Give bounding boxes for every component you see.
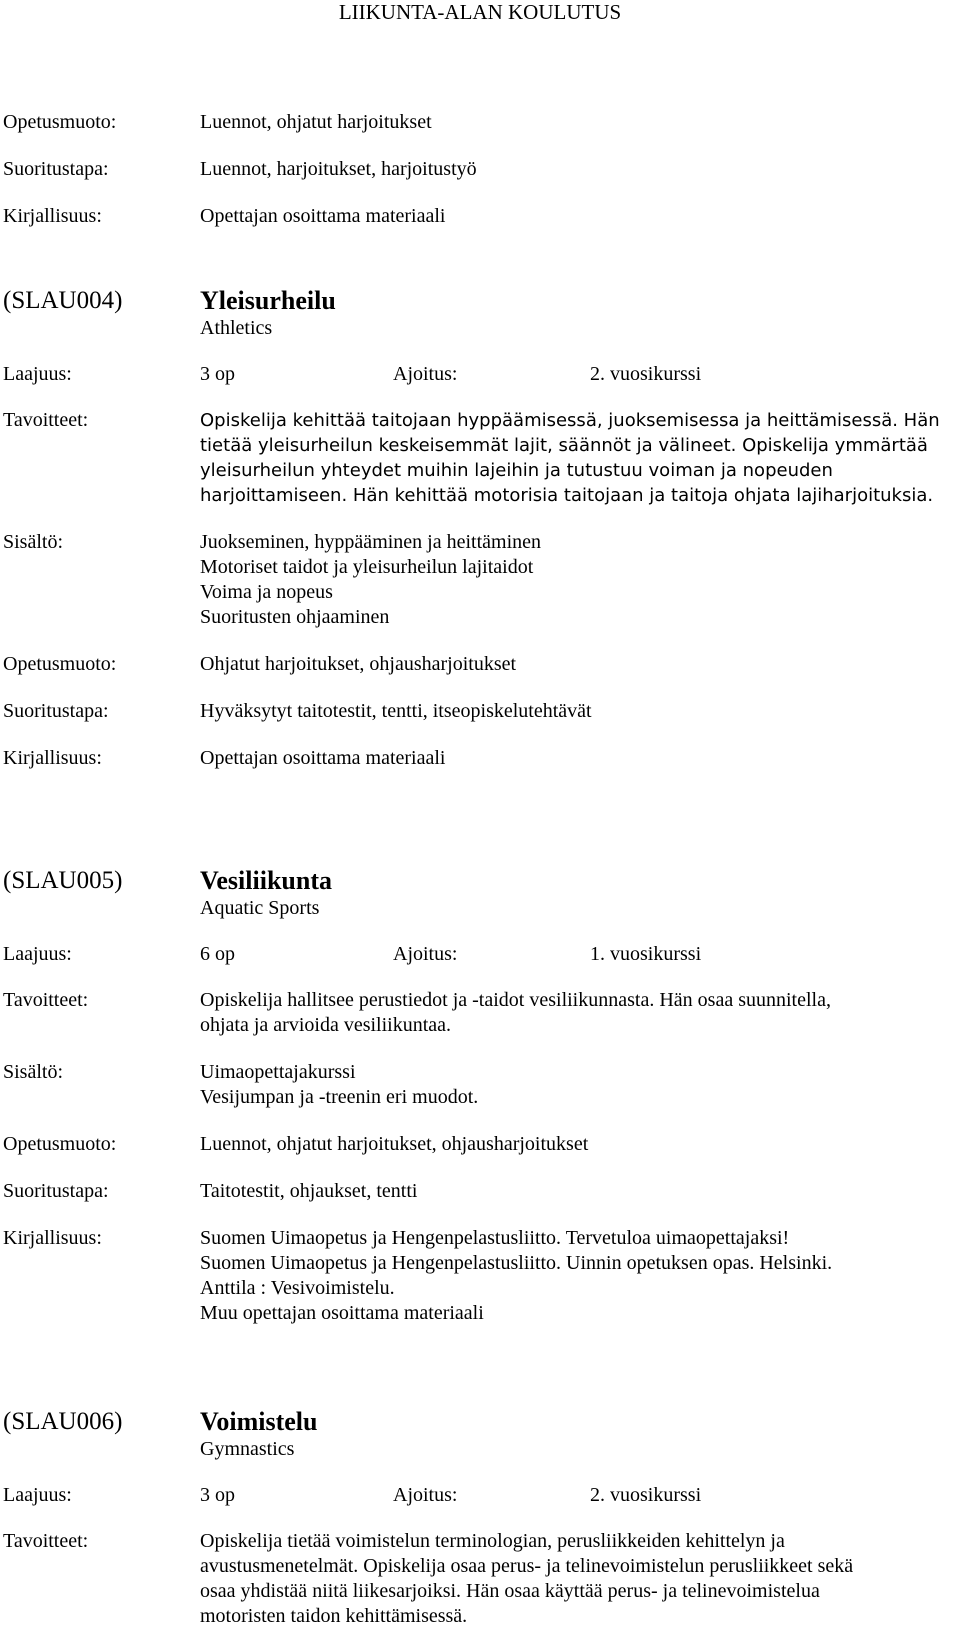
info-row-kirjallisuus — [3, 746, 958, 771]
text-line: Motoriset taidot ja yleisurheilun lajitaidot — [200, 556, 534, 578]
course-block-slau004 — [3, 286, 958, 771]
text-line: osaa yhdistää niitä liikesarjoiksi. Hän osaa käyttää perus- ja telinevoimistelua — [200, 1580, 820, 1602]
field-value: Luennot, harjoitukset, harjoitustyö — [200, 158, 477, 180]
course-code: (SLAU006) — [3, 1408, 123, 1435]
field-label: Opetusmuoto: — [3, 653, 117, 675]
field-label: Suoritustapa: — [3, 158, 109, 180]
info-row-suoritustapa — [3, 157, 958, 204]
text-line: Muu opettajan osoittama materiaali — [200, 1302, 484, 1324]
text-line: Uimaopettajakurssi — [200, 1061, 356, 1083]
field-value — [200, 530, 958, 630]
course-block-slau006 — [3, 1407, 958, 1629]
text-line: tietää yleisurheilun keskeisemmät lajit, säännöt ja välineet. Opiskelija ymmärtää — [200, 435, 928, 456]
text-line: Anttila : Vesivoimistelu. — [200, 1277, 395, 1299]
info-row-sisalto — [3, 530, 958, 630]
info-row-kirjallisuus — [3, 1226, 958, 1326]
field-value — [200, 746, 958, 771]
field-label: Opetusmuoto: — [3, 1133, 117, 1155]
page-header: LIIKUNTA-ALAN KOULUTUS — [338, 0, 622, 24]
text-line: Suomen Uimaopetus ja Hengenpelastusliitto. Uinnin opetuksen opas. Helsinki. — [200, 1252, 833, 1274]
field-value: Opettajan osoittama materiaali — [200, 205, 446, 227]
field-value — [200, 988, 958, 1038]
course-code: (SLAU005) — [3, 867, 123, 894]
info-row-tavoitteet — [3, 988, 958, 1038]
field-label: Opetusmuoto: — [3, 111, 117, 133]
text-line: ohjata ja arvioida vesiliikuntaa. — [200, 1014, 452, 1036]
field-value — [200, 1226, 958, 1326]
field-label: Sisältö: — [3, 1061, 64, 1083]
info-row-kirjallisuus — [3, 204, 958, 229]
course-subtitle: Athletics — [200, 317, 273, 339]
course-code: (SLAU004) — [3, 287, 123, 314]
ajoitus-label: Ajoitus: — [393, 363, 458, 385]
laajuus-label: Laajuus: — [3, 1484, 72, 1506]
field-label: Tavoitteet: — [3, 1530, 89, 1552]
course-block-slau005 — [3, 866, 958, 1326]
text-line: yleisurheilun yhteydet muihin lajeihin ja tutustuu voiman ja nopeuden — [200, 460, 833, 481]
laajuus-row — [3, 362, 958, 387]
text-line: motoristen taidon kehittämisessä. — [200, 1605, 468, 1627]
field-value: Ohjatut harjoitukset, ohjausharjoitukset — [200, 653, 517, 675]
info-row-opetusmuoto — [3, 110, 958, 157]
course-title: Voimistelu — [200, 1407, 318, 1436]
field-label: Suoritustapa: — [3, 700, 109, 722]
info-row-tavoitteet — [3, 408, 958, 508]
field-value — [200, 408, 958, 508]
course-title: Yleisurheilu — [200, 286, 336, 315]
info-row-tavoitteet — [3, 1529, 958, 1629]
field-label: Tavoitteet: — [3, 409, 89, 431]
text-line: Voima ja nopeus — [200, 581, 333, 603]
text-line: Opiskelija kehittää taitojaan hyppäämisessä, juoksemisessa ja heittämisessä. Hän — [200, 410, 940, 431]
field-value: Luennot, ohjatut harjoitukset, ohjausharjoitukset — [200, 1133, 589, 1155]
ajoitus-value: 2. vuosikurssi — [590, 363, 702, 385]
field-label: Sisältö: — [3, 531, 64, 553]
field-value — [200, 1529, 958, 1629]
ajoitus-value: 1. vuosikurssi — [590, 943, 702, 965]
field-label: Kirjallisuus: — [3, 1227, 102, 1249]
text-line: Suoritusten ohjaaminen — [200, 606, 390, 628]
ajoitus-label: Ajoitus: — [393, 943, 458, 965]
laajuus-value: 6 op — [200, 943, 235, 965]
text-line: Opettajan osoittama materiaali — [200, 747, 446, 769]
course-heading — [3, 866, 958, 896]
text-line: Suomen Uimaopetus ja Hengenpelastusliitto. Tervetuloa uimaopettajaksi! — [200, 1227, 790, 1249]
field-value: Hyväksytyt taitotestit, tentti, itseopiskelutehtävät — [200, 700, 592, 722]
text-line: Juokseminen, hyppääminen ja heittäminen — [200, 531, 542, 553]
laajuus-value: 3 op — [200, 363, 235, 385]
field-value — [200, 1060, 958, 1110]
laajuus-label: Laajuus: — [3, 943, 72, 965]
course-subtitle: Aquatic Sports — [200, 897, 320, 919]
text-line: Opiskelija hallitsee perustiedot ja -taidot vesiliikunnasta. Hän osaa suunnitella, — [200, 989, 831, 1011]
text-line: avustusmenetelmät. Opiskelija osaa perus- ja telinevoimistelun perusliikkeet sekä — [200, 1555, 854, 1577]
laajuus-value: 3 op — [200, 1484, 235, 1506]
text-line: Vesijumpan ja -treenin eri muodot. — [200, 1086, 479, 1108]
field-label: Kirjallisuus: — [3, 205, 102, 227]
laajuus-label: Laajuus: — [3, 363, 72, 385]
ajoitus-label: Ajoitus: — [393, 1484, 458, 1506]
ajoitus-value: 2. vuosikurssi — [590, 1484, 702, 1506]
course-title: Vesiliikunta — [200, 866, 332, 895]
field-value: Taitotestit, ohjaukset, tentti — [200, 1180, 418, 1202]
field-label: Suoritustapa: — [3, 1180, 109, 1202]
info-row-suoritustapa — [3, 1179, 958, 1204]
course-subtitle: Gymnastics — [200, 1438, 295, 1460]
text-line: harjoittamiseen. Hän kehittää motorisia taitojaan ja taitoja ohjata lajiharjoituksia. — [200, 485, 934, 506]
field-value: Luennot, ohjatut harjoitukset — [200, 111, 432, 133]
info-row-opetusmuoto — [3, 652, 958, 677]
info-row-opetusmuoto — [3, 1132, 958, 1157]
field-label: Tavoitteet: — [3, 989, 89, 1011]
prev-course-block — [3, 110, 958, 229]
course-heading — [3, 1407, 958, 1437]
info-row-sisalto — [3, 1060, 958, 1110]
laajuus-row — [3, 1483, 958, 1508]
info-row-suoritustapa — [3, 699, 958, 724]
laajuus-row — [3, 942, 958, 967]
text-line: Opiskelija tietää voimistelun terminologian, perusliikkeiden kehittelyn ja — [200, 1530, 785, 1552]
field-label: Kirjallisuus: — [3, 747, 102, 769]
course-heading — [3, 286, 958, 316]
